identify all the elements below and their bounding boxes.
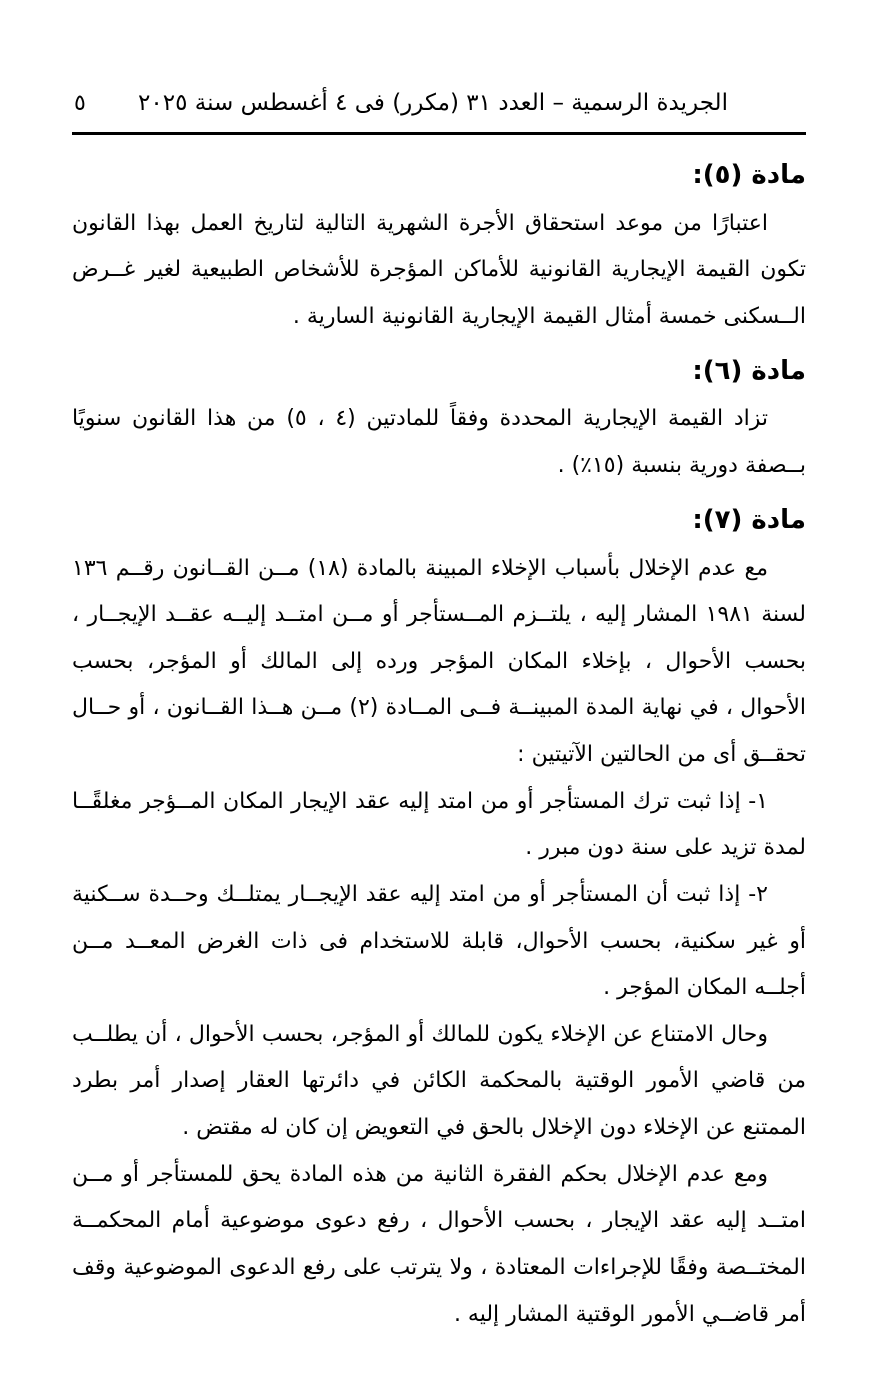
- article-7-paragraph-intro: مع عدم الإخلال بأسباب الإخلاء المبينة بالمادة (١٨) مــن القــانون رقــم ١٣٦ لسنة ١٩٨١ المشار إليه ، يلتــزم المــستأجر أو مــن امتــد إليــه عقــد الإيجــار ، بحسب الأحوال ، بإخلاء المكان المؤجر ورده إلى المالك أو المؤجر، بحسب الأحوال ، في نهاية المدة المبينــة فــى المــادة (٢) مــن هــذا القــانون ، أو حــال تحقــق أى من الحالتين الآتيتين :: [72, 555, 806, 768]
- article-7: [72, 504, 806, 1338]
- article-7-heading: مادة (٧):: [692, 504, 806, 535]
- article-7-clause-2: ٢- إذا ثبت أن المستأجر أو من امتد إليه عقد الإيجــار يمتلــك وحــدة ســكنية أو غير سكنية، بحسب الأحوال، قابلة للاستخدام فى ذات الغرض المعــد مــن أجلــه المكان المؤجر .: [72, 881, 806, 1001]
- page-number: ٥: [74, 91, 86, 116]
- header-divider: [72, 132, 806, 135]
- article-5: [72, 159, 806, 341]
- page-header: [72, 90, 806, 132]
- article-6: [72, 355, 806, 490]
- article-6-heading: مادة (٦):: [692, 355, 806, 386]
- article-5-paragraph: اعتبارًا من موعد استحقاق الأجرة الشهرية التالية لتاريخ العمل بهذا القانون تكون القيمة الإيجارية القانونية للأماكن المؤجرة للأشخاص الطبيعية لغير غــرض الــسكنى خمسة أمثال القيمة الإيجارية القانونية السارية .: [72, 210, 806, 330]
- article-7-paragraph-eviction: وحال الامتناع عن الإخلاء يكون للمالك أو المؤجر، بحسب الأحوال ، أن يطلــب من قاضي الأمور الوقتية بالمحكمة الكائن في دائرتها العقار إصدار أمر بطرد الممتنع عن الإخلاء دون الإخلال بالحق في التعويض إن كان له مقتض .: [72, 1021, 806, 1141]
- article-7-paragraph-lawsuit: ومع عدم الإخلال بحكم الفقرة الثانية من هذه المادة يحق للمستأجر أو مــن امتــد إليه عقد الإيجار ، بحسب الأحوال ، رفع دعوى موضوعية أمام المحكمــة المختــصة وفقًا للإجراءات المعتادة ، ولا يترتب على رفع الدعوى الموضوعية وقف أمر قاضــي الأمور الوقتية المشار إليه .: [72, 1161, 806, 1327]
- gazette-header-title: الجريدة الرسمية – العدد ٣١ (مكرر) فى ٤ أغسطس سنة ٢٠٢٥: [138, 90, 728, 116]
- article-6-paragraph: تزاد القيمة الإيجارية المحددة وفقاً للمادتين (٤ ، ٥) من هذا القانون سنويًا بــصفة دورية بنسبة (١٥٪) .: [72, 406, 806, 479]
- article-5-heading: مادة (٥):: [692, 160, 806, 190]
- article-7-clause-1: ١- إذا ثبت ترك المستأجر أو من امتد إليه عقد الإيجار المكان المــؤجر مغلقًــا لمدة تزيد على سنة دون مبرر .: [72, 788, 806, 861]
